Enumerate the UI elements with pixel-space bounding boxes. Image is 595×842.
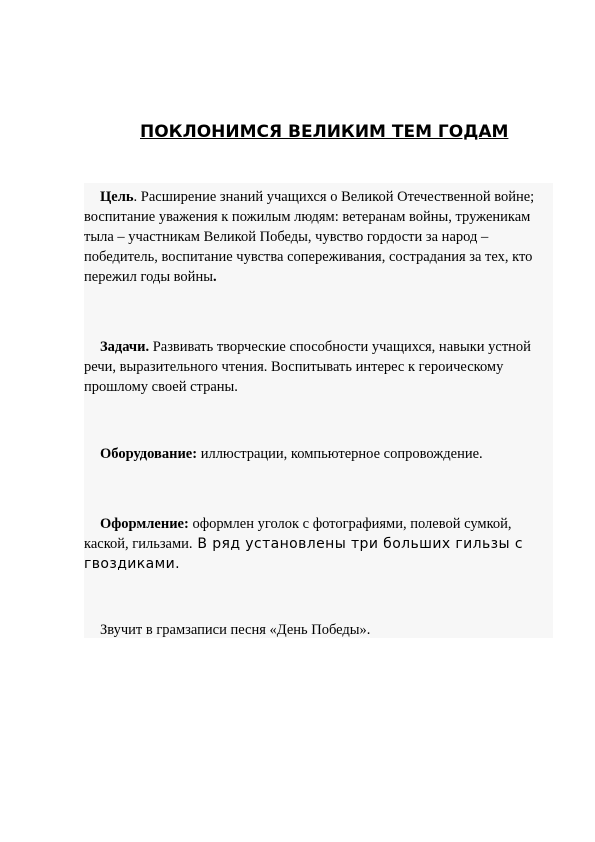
equipment-text: иллюстрации, компьютерное сопровождение. [197, 446, 483, 462]
decoration-text-sans: В ряд установлены три больших гильзы с гвоздиками. [84, 536, 523, 572]
goal-text: . Расширение знаний учащихся о Великой Отечественной войне; воспитание уважения к пожилым людям: ветеранам войны, труженикам тыла – участникам Великой Победы, чувство гордости за народ – победитель, воспитание чувства сопереживания, сострадания за тех, кто пережил годы войны [84, 189, 535, 285]
page-title: ПОКЛОНИМСЯ ВЕЛИКИМ ТЕМ ГОДАМ [140, 122, 509, 142]
goal-paragraph [84, 187, 544, 287]
decoration-label: Оформление: [100, 516, 189, 532]
goal-end: . [212, 269, 217, 285]
goal-label: Цель [100, 189, 134, 205]
decoration-text: оформлен уголок с фотографиями, полевой сумкой, каской, гильзами. [84, 516, 512, 552]
tasks-label: Задачи. [100, 339, 150, 355]
equipment-label: Оборудование: [100, 446, 198, 462]
music-text: Звучит в грамзаписи песня «День Победы». [100, 622, 371, 638]
music-paragraph [84, 620, 544, 640]
tasks-text: Развивать творческие способности учащихся, навыки устной речи, выразительного чтения. Воспитывать интерес к героическому прошлому своей страны. [84, 339, 531, 395]
equipment-paragraph [84, 444, 544, 464]
tasks-paragraph [84, 337, 544, 397]
decoration-paragraph [84, 514, 544, 574]
